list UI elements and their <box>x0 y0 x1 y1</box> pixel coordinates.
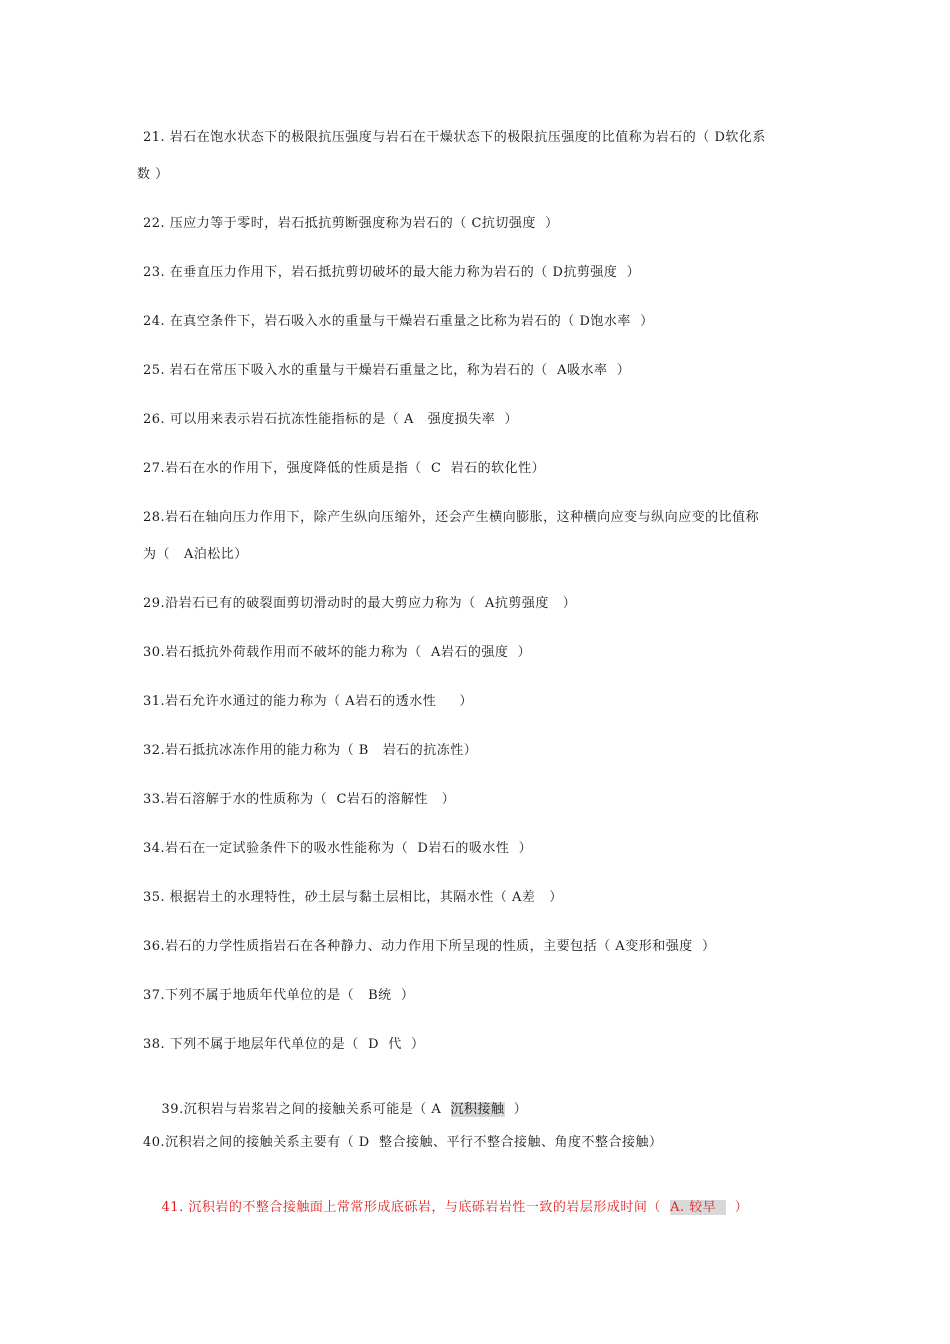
question-35: 35. 根据岩土的水理特性，砂土层与黏土层相比，其隔水性（ A差 ） <box>143 890 563 905</box>
question-25: 25. 岩石在常压下吸入水的重量与干燥岩石重量之比，称为岩石的（ A吸水率 ） <box>143 363 631 378</box>
question-30: 30.岩石抵抗外荷载作用而不破坏的能力称为（ A岩石的强度 ） <box>143 645 532 660</box>
question-21-line-2: 数 ） <box>137 167 169 182</box>
question-26: 26. 可以用来表示岩石抗冻性能指标的是（ A 强度损失率 ） <box>143 412 518 427</box>
question-40: 40.沉积岩之间的接触关系主要有（ D 整合接触、平行不整合接触、角度不整合接触） <box>143 1135 663 1150</box>
question-31: 31.岩石允许水通过的能力称为（ A岩石的透水性 ） <box>143 694 473 709</box>
question-33: 33.岩石溶解于水的性质称为（ C岩石的溶解性 ） <box>143 792 456 807</box>
question-39-suffix: ） <box>504 1102 528 1117</box>
question-27: 27.岩石在水的作用下，强度降低的性质是指（ C 岩石的软化性） <box>143 461 546 476</box>
question-41-suffix: ） <box>725 1200 749 1215</box>
question-39 <box>143 1086 527 1134</box>
question-38: 38. 下列不属于地层年代单位的是（ D 代 ） <box>143 1037 425 1052</box>
question-29: 29.沿岩石已有的破裂面剪切滑动时的最大剪应力称为（ A抗剪强度 ） <box>143 596 577 611</box>
question-34: 34.岩石在一定试验条件下的吸水性能称为（ D岩石的吸水性 ） <box>143 841 533 856</box>
question-39-highlighted-answer: 沉积接触 <box>450 1102 505 1117</box>
question-41 <box>143 1184 748 1232</box>
question-28-line-1: 28.岩石在轴向压力作用下，除产生纵向压缩外，还会产生横向膨胀，这种横向应变与纵向应变的比值称 <box>143 510 760 525</box>
question-39-prefix: 39.沉积岩与岩浆岩之间的接触关系可能是（ A <box>161 1102 451 1117</box>
question-23: 23. 在垂直压力作用下，岩石抵抗剪切破坏的最大能力称为岩石的（ D抗剪强度 ） <box>143 265 641 280</box>
question-41-highlighted-answer: A. 较早 <box>670 1200 726 1215</box>
question-41-prefix: 41. 沉积岩的不整合接触面上常常形成底砾岩，与底砾岩岩性一致的岩层形成时间（ <box>161 1200 671 1215</box>
question-32: 32.岩石抵抗冰冻作用的能力称为（ B 岩石的抗冻性） <box>143 743 478 758</box>
question-22: 22. 压应力等于零时，岩石抵抗剪断强度称为岩石的（ C抗切强度 ） <box>143 216 559 231</box>
question-28-line-2: 为（ A泊松比） <box>143 547 248 562</box>
question-24: 24. 在真空条件下，岩石吸入水的重量与干燥岩石重量之比称为岩石的（ D饱水率 ） <box>143 314 654 329</box>
question-36: 36.岩石的力学性质指岩石在各种静力、动力作用下所呈现的性质，主要包括（ A变形和强度 ） <box>143 939 716 954</box>
question-37: 37.下列不属于地质年代单位的是（ B统 ） <box>143 988 415 1003</box>
question-21-line-1: 21. 岩石在饱水状态下的极限抗压强度与岩石在干燥状态下的极限抗压强度的比值称为岩石的（ D软化系 <box>143 130 766 145</box>
